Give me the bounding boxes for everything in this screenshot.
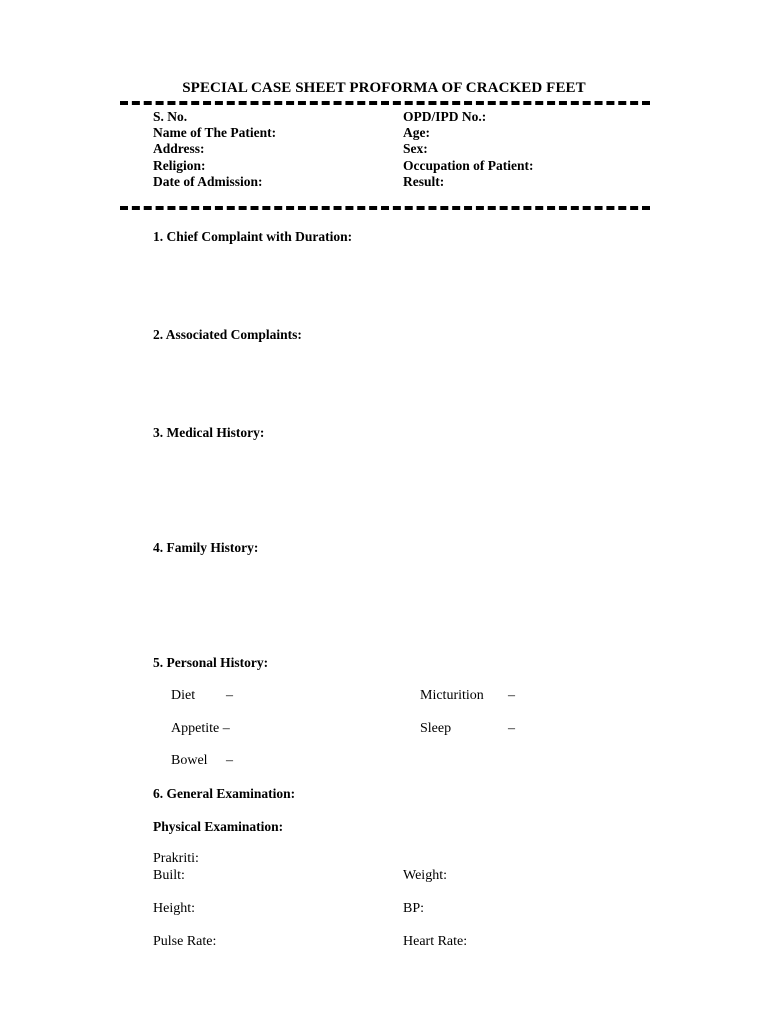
bowel-dash: – [226, 753, 233, 768]
top-dashed-divider [120, 101, 650, 105]
personal-history-heading: 5. Personal History: [153, 655, 269, 670]
weight-label: Weight: [403, 868, 447, 883]
associated-complaints-heading: 2. Associated Complaints: [153, 327, 302, 342]
prakriti-label: Prakriti: [153, 851, 199, 866]
micturition-dash: – [508, 688, 515, 703]
heart-rate-label: Heart Rate: [403, 934, 468, 949]
physical-examination-heading: Physical Examination: [153, 819, 284, 834]
date-of-admission-label: Date of Admission: [153, 174, 263, 189]
occupation-label: Occupation of Patient: [403, 158, 534, 173]
appetite-label: Appetite – [171, 721, 230, 736]
pulse-rate-label: Pulse Rate: [153, 934, 217, 949]
micturition-label: Micturition [420, 688, 484, 703]
bottom-dashed-divider [120, 206, 650, 210]
built-label: Built: [153, 868, 185, 883]
opd-ipd-number-label: OPD/IPD No.: [403, 109, 487, 124]
address-label: Address: [153, 141, 205, 156]
height-label: Height: [153, 901, 195, 916]
bp-label: BP: [403, 901, 425, 916]
chief-complaint-heading: 1. Chief Complaint with Duration: [153, 229, 353, 244]
serial-number-label: S. No. [153, 109, 188, 124]
patient-name-label: Name of The Patient: [153, 125, 277, 140]
bowel-label: Bowel [171, 753, 208, 768]
family-history-heading: 4. Family History: [153, 540, 259, 555]
religion-label: Religion: [153, 158, 206, 173]
medical-history-heading: 3. Medical History: [153, 425, 265, 440]
sleep-label: Sleep [420, 721, 452, 736]
general-examination-heading: 6. General Examination: [153, 786, 296, 801]
result-label: Result: [403, 174, 445, 189]
age-label: Age: [403, 125, 430, 140]
diet-label: Diet [171, 688, 196, 703]
sex-label: Sex: [403, 141, 428, 156]
form-title: SPECIAL CASE SHEET PROFORMA OF CRACKED FEET [182, 80, 586, 96]
diet-dash: – [226, 688, 233, 703]
sleep-dash: – [508, 721, 515, 736]
